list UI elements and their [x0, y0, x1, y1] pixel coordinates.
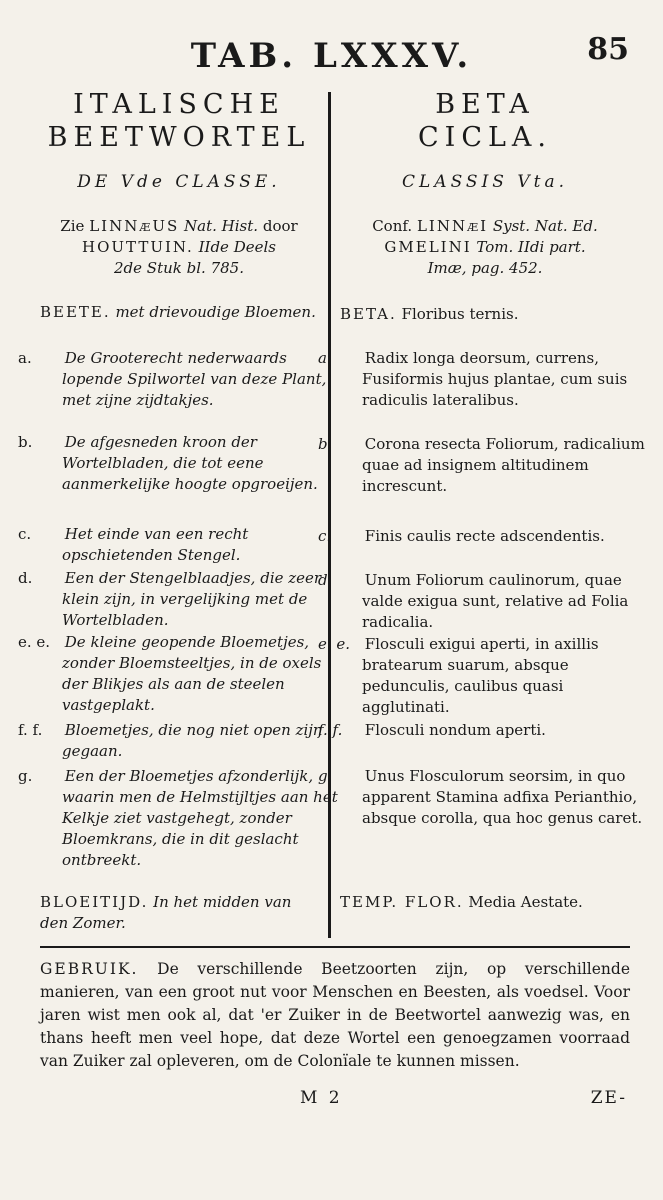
item-label: c.	[318, 527, 332, 545]
dutch-item-a	[18, 348, 340, 411]
page-number: 85	[587, 32, 629, 67]
item-text: Media Aestate.	[468, 893, 583, 911]
ref-conf: Conf.	[372, 217, 413, 235]
item-label: a.	[318, 349, 332, 367]
ref-door: door	[262, 217, 298, 235]
item-text: De afgesneden kroon der Wortelbladen, die tot eene aanmerkelijke hoogte opgroeijen.	[62, 433, 318, 493]
item-text: De kleine geopende Bloemetjes, zonder Bloemsteeltjes, in de oxels der Blikjes als aan de steelen vastgeplakt.	[62, 633, 322, 714]
ref-work: Nat. Hist.	[184, 217, 259, 235]
ref-author: LINNæI	[416, 217, 489, 235]
item-text: Corona resecta Foliorum, radicalium quae ad insignem altitudinem increscunt.	[362, 435, 645, 495]
latin-item-b	[318, 434, 652, 497]
dutch-classe: DE Vde CLASSE.	[77, 172, 281, 192]
dutch-column	[18, 88, 338, 932]
latin-item-a	[318, 348, 652, 411]
item-text: Flosculi nondum aperti.	[364, 721, 546, 739]
item-label: g.	[318, 767, 333, 785]
dutch-item-beete	[40, 302, 340, 323]
item-text: De Grooterecht nederwaards lopende Spilwortel van deze Plant, met zijne zijdtakjes.	[62, 349, 327, 409]
catchword: ZE-	[590, 1088, 627, 1108]
item-text: met drievoudige Bloemen.	[115, 303, 316, 321]
item-text: Flosculi exigui aperti, in axillis bratearum suarum, absque pedunculis, caulibus quasi agglutinati.	[362, 635, 599, 716]
signature-mark: M 2	[300, 1088, 343, 1108]
page-header	[0, 30, 663, 80]
gebruik-label: GEBRUIK.	[40, 960, 139, 978]
item-text: Bloemetjes, die nog niet open zijn gegaan.	[62, 721, 323, 760]
dutch-title-line1: ITALISCHE	[73, 89, 285, 120]
latin-classis: CLASSIS Vta.	[402, 172, 568, 192]
item-text: Het einde van een recht opschietenden Stengel.	[62, 525, 249, 564]
item-label: b.	[318, 435, 333, 453]
dutch-reference	[40, 216, 318, 279]
ref-volume: IIde Deels	[198, 238, 276, 256]
latin-title-line2: CICLA.	[418, 122, 552, 153]
latin-item-f	[318, 720, 652, 741]
item-label: e. e.	[18, 633, 51, 651]
item-label: b.	[18, 433, 33, 451]
latin-item-temp-flor	[340, 892, 630, 913]
item-label: d.	[318, 571, 333, 589]
item-text: In het midden van den Zomer.	[40, 893, 292, 932]
item-text: Floribus ternis.	[401, 305, 519, 323]
dutch-title-line2: BEETWORTEL	[47, 122, 311, 153]
latin-reference	[340, 216, 630, 279]
dutch-item-d	[18, 568, 340, 631]
latin-title-line1: BETA	[435, 89, 535, 120]
item-label: BLOEITIJD.	[40, 893, 149, 911]
item-label: f. f.	[18, 721, 43, 739]
latin-item-beta	[340, 304, 630, 325]
item-label: a.	[18, 349, 32, 367]
ref-zie: Zie	[60, 217, 85, 235]
item-label: BETA.	[340, 305, 397, 323]
item-label: f. f.	[318, 721, 343, 739]
ref-page: Imæ, pag. 452.	[427, 259, 543, 277]
item-label: e. e.	[318, 635, 351, 653]
gebruik-paragraph	[40, 958, 630, 1073]
ref-volume: Tom. IIdi part.	[476, 238, 586, 256]
item-text: Een der Stengelblaadjes, die zeer klein zijn, in vergelijking met de Wortelbladen.	[62, 569, 322, 629]
dutch-item-e	[18, 632, 340, 716]
latin-column	[318, 88, 645, 911]
plate-title: TAB. LXXXV.	[190, 36, 473, 76]
item-label: c.	[18, 525, 32, 543]
ref-editor: GMELINI	[384, 238, 472, 256]
item-label: TEMP. FLOR.	[340, 893, 464, 911]
latin-item-g	[318, 766, 652, 829]
latin-item-d	[318, 570, 652, 633]
dutch-item-bloeitijd	[40, 892, 318, 934]
item-label: BEETE.	[40, 303, 111, 321]
ref-work: Syst. Nat. Ed.	[492, 217, 598, 235]
ref-page: 2de Stuk bl. 785.	[114, 259, 244, 277]
item-text: Finis caulis recte adscendentis.	[364, 527, 605, 545]
dutch-item-c	[18, 524, 340, 566]
item-label: g.	[18, 767, 33, 785]
item-text: Unum Foliorum caulinorum, quae valde exigua sunt, relative ad Folia radicalia.	[362, 571, 629, 631]
gebruik-text: De verschillende Beetzoorten zijn, op verschillende manieren, van een groot nut voor Menschen en Beesten, als voedsel. Voor jaren wist men ook al, dat 'er Zuiker in de Beetwortel aanwezig was, en thans heeft men veel hope, dat deze Wortel een genoegzamen voorraad van Zuiker zal opleveren, om de Colonïale te kunnen missen.	[40, 960, 630, 1070]
item-text: Een der Bloemetjes afzonderlijk, waarin men de Helmstijltjes aan het Kelkje ziet vastgehegt, zonder Bloemkrans, die in dit geslacht ontbreekt.	[62, 767, 338, 869]
footer-rule	[40, 946, 630, 948]
dutch-item-f	[18, 720, 340, 762]
item-text: Unus Flosculorum seorsim, in quo apparent Stamina adfixa Perianthio, absque corolla, qua hoc genus caret.	[362, 767, 643, 827]
latin-item-c	[318, 526, 652, 547]
item-label: d.	[18, 569, 33, 587]
ref-translator: HOUTTUIN.	[82, 238, 194, 256]
ref-author: LINNæUS	[89, 217, 180, 235]
item-text: Radix longa deorsum, currens, Fusiformis hujus plantae, cum suis radiculis lateralibus.	[362, 349, 628, 409]
dutch-item-g	[18, 766, 340, 871]
dutch-item-b	[18, 432, 340, 495]
latin-item-e	[318, 634, 652, 718]
